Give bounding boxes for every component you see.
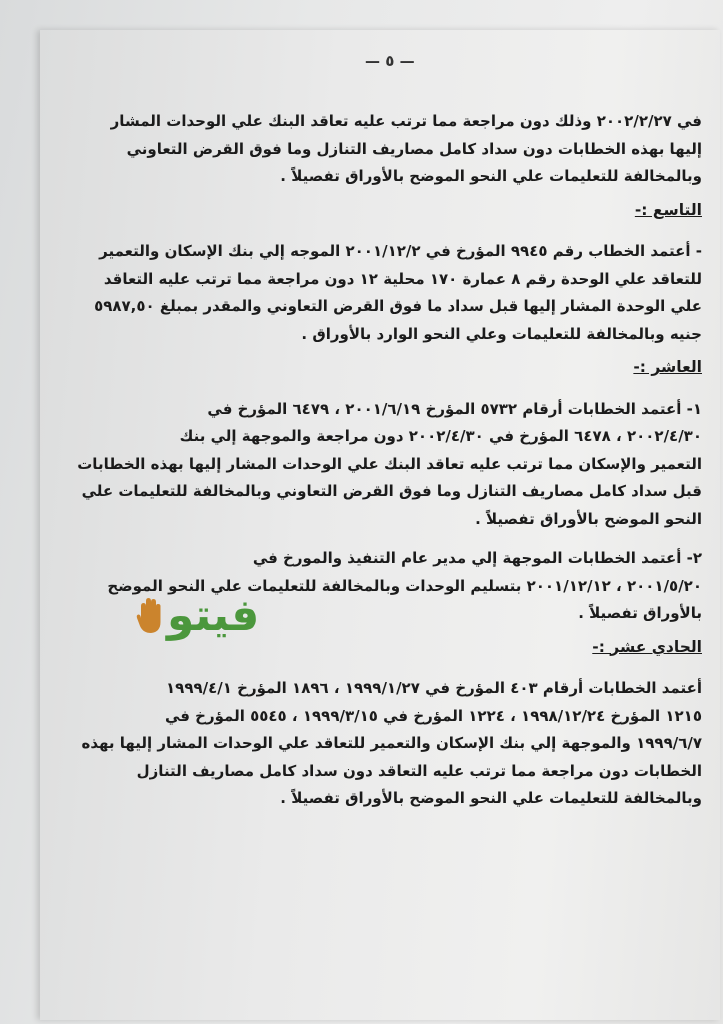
text-line: الخطابات دون مراجعة مما ترتب عليه التعاقد دون سداد كامل مصاريف التنازل bbox=[136, 761, 702, 780]
text-line: علي الوحدة المشار إليها قبل سداد ما فوق القرض التعاوني والمقدر بمبلغ ٥٩٨٧,٥٠ bbox=[94, 297, 702, 315]
hand-icon bbox=[135, 596, 165, 636]
text-line: قبل سداد كامل مصاريف التنازل وما فوق القرض التعاوني وبالمخالفة للتعليمات علي bbox=[81, 482, 702, 500]
text-line: إليها بهذه الخطابات دون سداد كامل مصاريف التنازل وما فوق القرض التعاوني bbox=[126, 139, 702, 158]
text-line: ٢- أعتمد الخطابات الموجهة إلي مدير عام التنفيذ والمورخ في bbox=[252, 549, 702, 567]
text-line: أعتمد الخطابات أرقام ٤٠٣ المؤرخ في ١٩٩٩/١/٢٧ ، ١٨٩٦ المؤرخ ١٩٩٩/٤/١ bbox=[166, 679, 702, 697]
section-heading: العاشر :- bbox=[633, 358, 702, 376]
text-line: وبالمخالفة للتعليمات علي النحو الموضح بالأوراق تفصيلاً . bbox=[280, 167, 702, 185]
text-line: - أعتمد الخطاب رقم ٩٩٤٥ المؤرخ في ٢٠٠١/١٢/٢ الموجه إلي بنك الإسكان والتعمير bbox=[99, 242, 702, 260]
logo-text: فيتو bbox=[167, 590, 260, 641]
text-line: ٢٠٠١/٥/٢٠ ، ٢٠٠١/١٢/١٢ بتسليم الوحدات وبالمخالفة للتعليمات علي النحو الموضح bbox=[107, 576, 702, 595]
section-heading: التاسع :- bbox=[634, 200, 702, 219]
text-line: في ٢٠٠٢/٢/٢٧ وذلك دون مراجعة مما ترتب عليه تعاقد البنك علي الوحدات المشار bbox=[110, 112, 702, 130]
section-eleventh bbox=[62, 634, 702, 813]
section-heading: الحادي عشر :- bbox=[592, 637, 702, 656]
text-line: للتعاقد علي الوحدة رقم ٨ عمارة ١٧٠ محلية ١٢ دون مراجعة مما ترتب عليه التعاقد bbox=[103, 269, 702, 288]
section-ninth bbox=[62, 197, 702, 349]
text-line: ١٢١٥ المؤرخ ١٩٩٨/١٢/٢٤ ، ١٢٢٤ المؤرخ في ١٩٩٩/٣/١٥ ، ٥٥٤٥ المؤرخ في bbox=[164, 706, 702, 725]
page-number: — ٥ — bbox=[365, 52, 415, 70]
text-line: بالأوراق تفصيلاً . bbox=[578, 604, 702, 622]
text-line: ١٩٩٩/٦/٧ والموجهة إلي بنك الإسكان والتعمير للتعاقد علي الوحدات المشار إليها بهذه bbox=[81, 734, 702, 752]
intro-paragraph bbox=[62, 108, 702, 191]
document-body bbox=[62, 108, 702, 813]
text-line: التعمير والإسكان مما ترتب عليه تعاقد البنك علي الوحدات المشار إليها بهذه الخطابات bbox=[77, 454, 702, 473]
text-line: النحو الموضح بالأوراق تفصيلاً . bbox=[475, 509, 702, 528]
text-line: ١- أعتمد الخطابات أرقام ٥٧٣٢ المؤرخ ٢٠٠١/٦/١٩ ، ٦٤٧٩ المؤرخ في bbox=[207, 399, 702, 418]
text-line: جنيه وبالمخالفة للتعليمات وعلي النحو الوارد بالأوراق . bbox=[301, 324, 702, 343]
text-line: ٢٠٠٢/٤/٣٠ ، ٦٤٧٨ المؤرخ في ٢٠٠٢/٤/٣٠ دون مراجعة والموجهة إلي بنك bbox=[179, 427, 702, 445]
text-line: وبالمخالفة للتعليمات علي النحو الموضح بالأوراق تفصيلاً . bbox=[280, 789, 702, 807]
watermark-logo bbox=[135, 590, 259, 641]
section-tenth bbox=[62, 354, 702, 628]
